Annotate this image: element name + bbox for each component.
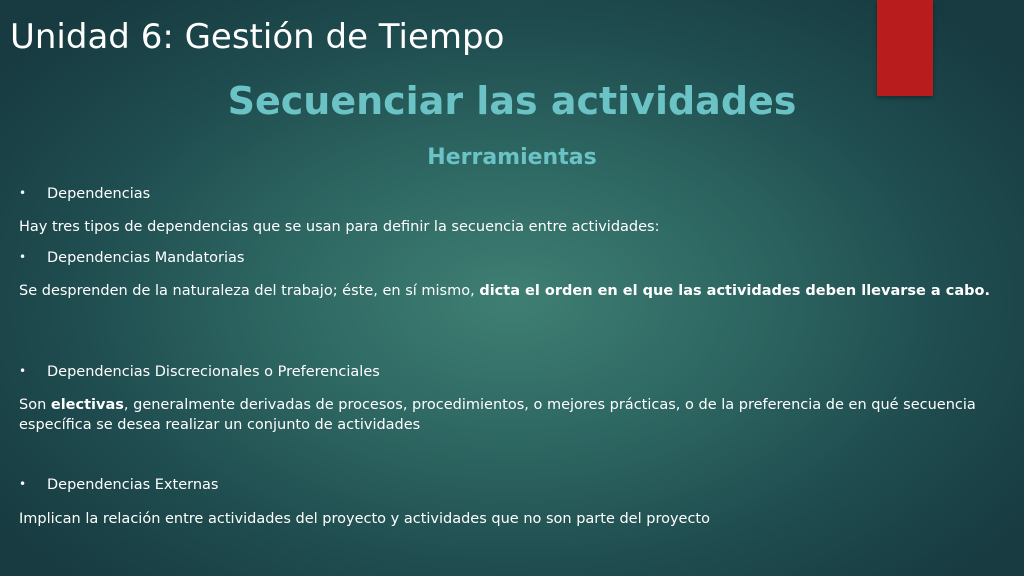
bullet-icon: • bbox=[19, 364, 27, 378]
unit-title: Unidad 6: Gestión de Tiempo bbox=[10, 17, 505, 57]
bullet-icon: • bbox=[19, 186, 27, 200]
paragraph-emphasis: dicta el orden en el que las actividades deben llevarse a cabo. bbox=[479, 283, 990, 299]
paragraph-mandatorias bbox=[19, 281, 1009, 301]
slide-title: Secuenciar las actividades bbox=[227, 79, 797, 123]
paragraph-text: , generalmente derivadas de procesos, procedimientos, o mejores prácticas, o de la preferencia de en qué secuencia específica se desea realizar un conjunto de actividades bbox=[19, 397, 976, 433]
paragraph-externas: Implican la relación entre actividades del proyecto y actividades que no son parte del proyecto bbox=[19, 511, 710, 527]
paragraph-discrecionales bbox=[19, 395, 1009, 435]
bullet-label: Dependencias bbox=[47, 186, 151, 202]
bullet-icon: • bbox=[19, 250, 27, 264]
bullet-label: Dependencias Discrecionales o Preferenciales bbox=[47, 364, 380, 380]
slide-subtitle: Herramientas bbox=[427, 145, 597, 170]
paragraph-intro: Hay tres tipos de dependencias que se usan para definir la secuencia entre actividades: bbox=[19, 219, 660, 235]
paragraph-text: Son bbox=[19, 397, 51, 413]
bullet-icon: • bbox=[19, 477, 27, 491]
bullet-label: Dependencias Externas bbox=[47, 477, 219, 493]
bullet-label: Dependencias Mandatorias bbox=[47, 250, 245, 266]
paragraph-text: Se desprenden de la naturaleza del trabajo; éste, en sí mismo, bbox=[19, 283, 480, 299]
paragraph-emphasis: electivas bbox=[50, 397, 124, 413]
